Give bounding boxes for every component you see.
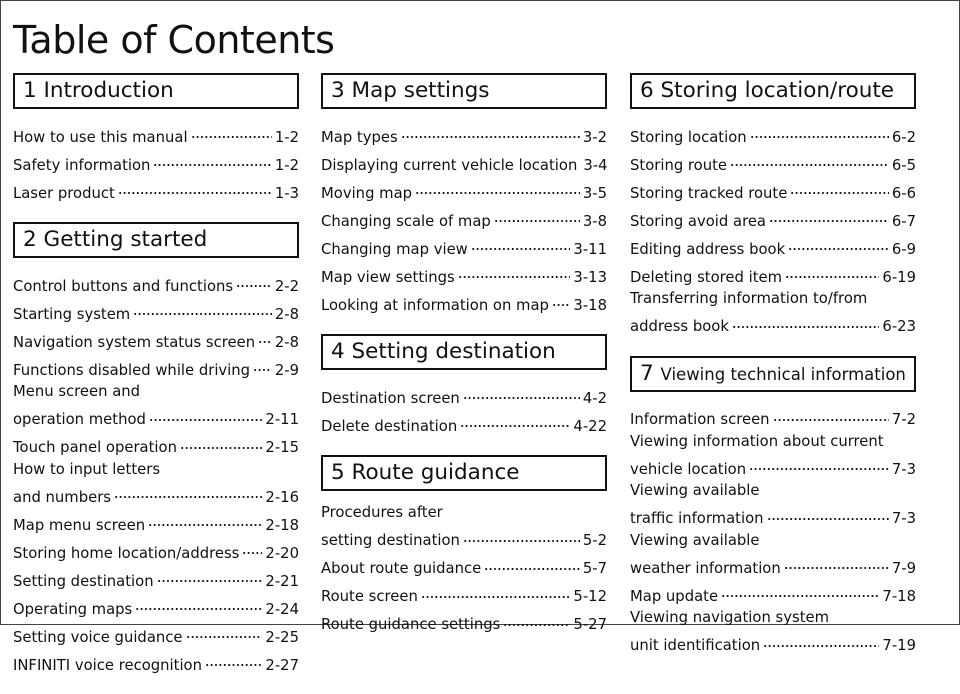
toc-entry-text: weather information — [630, 559, 781, 577]
toc-entry-text: Map menu screen — [13, 516, 146, 534]
toc-entry-line — [13, 564, 299, 592]
toc-entry-text: unit identification — [630, 637, 761, 654]
page-number: 6-6 — [891, 184, 916, 202]
dot-leader — [253, 353, 272, 375]
toc-entry-text: How to use this manual — [13, 128, 188, 146]
toc-entry-text: Displaying current vehicle location — [321, 156, 578, 174]
toc-entry[interactable] — [630, 120, 916, 148]
toc-entry-text: Deleting stored item — [630, 268, 783, 286]
page-number: 2-20 — [265, 544, 299, 562]
toc-entry[interactable] — [321, 502, 607, 552]
toc-entry-line — [321, 120, 607, 148]
toc-entry-line — [321, 580, 607, 608]
toc-entry-line — [13, 381, 299, 403]
toc-entry-line — [321, 176, 607, 204]
toc-entry-text: How to input letters — [13, 460, 161, 478]
toc-entry[interactable] — [630, 579, 916, 607]
page-number: 2-27 — [265, 656, 299, 674]
toc-entry[interactable] — [321, 232, 607, 260]
dot-leader — [552, 288, 570, 310]
toc-entry-line — [630, 260, 916, 288]
page-number: 6-19 — [882, 268, 916, 286]
dot-leader — [401, 120, 580, 142]
toc-entry-text: Storing home location/address — [13, 544, 240, 562]
page-number: 4-22 — [573, 417, 607, 435]
dot-leader — [790, 176, 888, 198]
toc-entry-line — [13, 431, 299, 459]
dot-leader — [191, 120, 272, 142]
section-heading — [13, 73, 299, 109]
dot-leader — [258, 325, 272, 347]
page-number: 7-19 — [882, 637, 916, 654]
dot-leader — [118, 176, 272, 198]
dot-leader — [460, 409, 570, 431]
page-number: 2-24 — [265, 600, 299, 618]
section-number: 3 — [331, 78, 345, 103]
section-heading — [321, 455, 607, 491]
toc-entry-line — [13, 325, 299, 353]
dot-leader — [186, 620, 263, 642]
toc-entry-line — [321, 260, 607, 288]
toc-entry[interactable] — [630, 431, 916, 481]
page-number: 3-2 — [582, 128, 607, 146]
toc-entry-text: Starting system — [13, 305, 131, 323]
toc-entry-text: and numbers — [13, 488, 112, 506]
toc-entry[interactable] — [321, 260, 607, 288]
toc-entry[interactable] — [13, 325, 299, 353]
toc-entry-text: Setting voice guidance — [13, 628, 183, 646]
dot-leader — [773, 403, 889, 425]
toc-entry[interactable] — [321, 120, 607, 148]
dot-leader — [784, 551, 889, 573]
dot-leader — [769, 204, 889, 226]
toc-entry[interactable] — [13, 297, 299, 325]
toc-entry-text: Setting destination — [13, 572, 154, 590]
dot-leader — [471, 232, 571, 254]
section-heading — [630, 356, 916, 392]
toc-entry-line — [321, 232, 607, 260]
page-number: 2-2 — [274, 277, 299, 295]
toc-entry-text: Map types — [321, 128, 398, 146]
toc-entry-line — [13, 648, 299, 676]
toc-entry-line — [630, 431, 916, 453]
toc-entry[interactable] — [13, 269, 299, 297]
toc-column-2 — [321, 73, 607, 654]
toc-entry-text: Viewing available — [630, 531, 760, 549]
dot-leader — [148, 508, 262, 530]
toc-entry[interactable] — [13, 508, 299, 536]
toc-entry[interactable] — [321, 148, 607, 176]
dot-leader — [503, 608, 570, 630]
toc-entry-line — [630, 502, 916, 530]
toc-entry-text: Menu screen and — [13, 383, 141, 400]
toc-entry-text: Procedures after — [321, 504, 443, 521]
toc-entry-line — [630, 204, 916, 232]
dot-leader — [484, 552, 580, 574]
section-number: 7 — [640, 360, 654, 386]
dot-leader — [157, 564, 263, 586]
toc-entry-text: vehicle location — [630, 460, 747, 478]
toc-entry-text: Destination screen — [321, 389, 460, 407]
toc-entry[interactable] — [321, 204, 607, 232]
toc-entry-text: Changing map view — [321, 240, 468, 258]
page-number: 1-2 — [274, 156, 299, 174]
toc-entry[interactable] — [321, 608, 607, 636]
toc-entry[interactable] — [630, 148, 916, 176]
toc-entry[interactable] — [13, 353, 299, 381]
dot-leader — [730, 148, 889, 170]
toc-entry[interactable] — [630, 530, 916, 580]
toc-entry[interactable] — [13, 648, 299, 676]
toc-entry-line — [630, 403, 916, 431]
dot-leader — [133, 297, 272, 319]
toc-entry-text: Functions disabled while driving — [13, 361, 251, 379]
toc-entry-text: Viewing available — [630, 482, 760, 499]
section-title: Storing location/route — [660, 78, 895, 103]
toc-entry[interactable] — [321, 552, 607, 580]
toc-entry[interactable] — [13, 120, 299, 148]
section-title: Route guidance — [351, 460, 520, 485]
toc-entry-text: Laser product — [13, 184, 115, 202]
page-number: 5-12 — [573, 588, 607, 605]
toc-entry-text: Control buttons and functions — [13, 277, 234, 295]
toc-entry[interactable] — [630, 607, 916, 657]
toc-entry-line — [13, 536, 299, 564]
section-number: 4 — [331, 339, 345, 364]
toc-entry[interactable] — [630, 403, 916, 431]
section-heading — [321, 334, 607, 370]
toc-entry-text: Storing tracked route — [630, 184, 788, 202]
page-number: 6-2 — [891, 128, 916, 146]
toc-entry-line — [321, 148, 607, 176]
toc-entry-line — [321, 552, 607, 580]
dot-leader — [767, 502, 889, 524]
toc-entry-line — [630, 232, 916, 260]
section-number: 5 — [331, 460, 345, 485]
page-number: 1-3 — [274, 184, 299, 202]
toc-entry-line — [13, 508, 299, 536]
dot-leader — [114, 480, 262, 502]
dot-leader — [788, 232, 889, 254]
section-entry-list — [630, 403, 916, 657]
page-number: 2-9 — [274, 361, 299, 379]
toc-column-3 — [630, 73, 916, 675]
page-title: Table of Contents — [13, 18, 335, 62]
page-number: 2-25 — [265, 628, 299, 646]
section-heading — [630, 73, 916, 109]
toc-entry-text: Operating maps — [13, 600, 133, 618]
toc-entry-text: setting destination — [321, 532, 460, 549]
toc-entry-text: Information screen — [630, 411, 770, 428]
toc-entry[interactable] — [630, 260, 916, 288]
toc-entry-line — [630, 148, 916, 176]
section-heading — [13, 222, 299, 258]
toc-entry-line — [13, 269, 299, 297]
toc-entry-text: Changing scale of map — [321, 212, 491, 230]
toc-entry-line — [321, 204, 607, 232]
toc-entry-line — [630, 120, 916, 148]
page-number: 3-13 — [573, 268, 607, 286]
section-title: Viewing technical information — [660, 364, 906, 384]
page-number: 5-2 — [582, 532, 607, 549]
toc-entry-text: Map update — [630, 587, 719, 605]
dot-leader — [463, 381, 580, 403]
page-number: 2-18 — [265, 516, 299, 534]
page-number: 4-2 — [582, 389, 607, 407]
page-number: 6-23 — [882, 318, 916, 335]
toc-entry-text: Storing location — [630, 128, 747, 146]
dot-leader — [749, 452, 889, 474]
toc-entry-text: Route screen — [321, 588, 418, 605]
section-number: 1 — [23, 78, 37, 103]
dot-leader — [785, 260, 879, 282]
toc-entry-text: Transferring information to/from — [630, 290, 868, 307]
toc-entry-text: Storing avoid area — [630, 212, 766, 230]
toc-entry[interactable] — [13, 620, 299, 648]
toc-entry-text: address book — [630, 318, 729, 335]
toc-entry[interactable] — [13, 148, 299, 176]
section-title: Getting started — [43, 227, 208, 252]
page-number: 2-16 — [265, 488, 299, 506]
toc-column-1 — [13, 73, 299, 694]
page-number: 7-2 — [891, 411, 916, 428]
toc-entry-line — [13, 459, 299, 481]
toc-entry-line — [13, 592, 299, 620]
page-number: 2-8 — [274, 333, 299, 351]
toc-entry-text: INFINITI voice recognition — [13, 656, 202, 674]
section-title: Map settings — [351, 78, 490, 103]
page-number: 6-9 — [891, 240, 916, 258]
toc-entry-text: operation method — [13, 411, 146, 428]
toc-entry-text: Looking at information on map — [321, 296, 549, 314]
section-entry-list — [13, 120, 299, 204]
toc-entry-line — [630, 452, 916, 480]
page-number: 2-21 — [265, 572, 299, 590]
page-number: 2-8 — [274, 305, 299, 323]
toc-entry-line — [321, 409, 607, 437]
section-title: Setting destination — [351, 339, 556, 364]
dot-leader — [180, 431, 262, 453]
toc-entry-text: Route guidance settings — [321, 616, 501, 633]
section-entry-list — [321, 120, 607, 316]
toc-entry[interactable] — [13, 536, 299, 564]
dot-leader — [763, 629, 879, 651]
toc-entry-text: Map view settings — [321, 268, 455, 286]
toc-entry-line — [13, 403, 299, 431]
dot-leader — [421, 580, 571, 602]
toc-entry-text: traffic information — [630, 510, 764, 527]
toc-entry-text: Moving map — [321, 184, 413, 202]
toc-entry-text: About route guidance — [321, 560, 482, 577]
toc-entry-text: Navigation system status screen — [13, 333, 256, 351]
toc-entry-text: Viewing navigation system — [630, 609, 830, 626]
dot-leader — [242, 536, 262, 558]
toc-entry[interactable] — [13, 592, 299, 620]
dot-leader — [732, 310, 880, 332]
section-entry-list — [13, 269, 299, 676]
page-number: 5-27 — [573, 616, 607, 633]
toc-entry[interactable] — [321, 409, 607, 437]
dot-leader — [750, 120, 889, 142]
toc-entry[interactable] — [13, 459, 299, 509]
section-number: 6 — [640, 78, 654, 103]
page-number: 3-5 — [582, 184, 607, 202]
dot-leader — [458, 260, 571, 282]
page-number: 7-3 — [891, 510, 916, 527]
page-number: 3-4 — [583, 156, 608, 174]
toc-entry[interactable] — [321, 580, 607, 608]
page-number: 3-8 — [582, 212, 607, 230]
toc-entry-line — [630, 629, 916, 657]
dot-leader — [494, 204, 580, 226]
toc-entry[interactable] — [13, 431, 299, 459]
toc-entry-text: Editing address book — [630, 240, 786, 258]
page-number: 7-18 — [882, 587, 916, 605]
toc-entry-text: Safety information — [13, 156, 151, 174]
page-number: 3-11 — [573, 240, 607, 258]
section-number: 2 — [23, 227, 37, 252]
toc-entry-line — [630, 607, 916, 629]
toc-entry-line — [630, 579, 916, 607]
toc-entry-line — [13, 353, 299, 381]
toc-entry[interactable] — [630, 288, 916, 338]
toc-entry[interactable] — [630, 176, 916, 204]
toc-entry-line — [630, 480, 916, 502]
dot-leader — [236, 269, 272, 291]
toc-entry-line — [13, 120, 299, 148]
toc-entry-line — [13, 480, 299, 508]
dot-leader — [149, 403, 263, 425]
toc-entry-line — [630, 530, 916, 552]
toc-entry-line — [321, 608, 607, 636]
toc-entry-line — [321, 502, 607, 524]
page-number: 6-7 — [891, 212, 916, 230]
dot-leader — [135, 592, 262, 614]
toc-entry-line — [630, 176, 916, 204]
dot-leader — [463, 524, 580, 546]
dot-leader — [721, 579, 879, 601]
toc-entry-text: Viewing information about current — [630, 432, 884, 450]
toc-entry-line — [630, 310, 916, 338]
toc-entry[interactable] — [630, 480, 916, 530]
dot-leader — [153, 148, 271, 170]
toc-entry[interactable] — [630, 204, 916, 232]
section-heading — [321, 73, 607, 109]
section-entry-list — [321, 381, 607, 437]
dot-leader — [415, 176, 580, 198]
toc-entry-line — [321, 288, 607, 316]
page-number: 5-7 — [582, 560, 607, 577]
toc-entry-line — [13, 620, 299, 648]
toc-entry[interactable] — [321, 381, 607, 409]
toc-entry-text: Storing route — [630, 156, 728, 174]
toc-entry-line — [321, 381, 607, 409]
toc-entry-line — [321, 524, 607, 552]
toc-entry-line — [13, 148, 299, 176]
toc-entry-line — [13, 176, 299, 204]
page-number: 7-9 — [891, 559, 916, 577]
toc-entry-line — [630, 288, 916, 310]
toc-entry-text: Touch panel operation — [13, 439, 177, 456]
toc-entry[interactable] — [321, 176, 607, 204]
toc-entry-line — [630, 551, 916, 579]
page-number: 6-5 — [891, 156, 916, 174]
toc-entry[interactable] — [630, 232, 916, 260]
toc-entry[interactable] — [13, 176, 299, 204]
toc-entry[interactable] — [13, 564, 299, 592]
page-number: 2-11 — [265, 411, 299, 428]
page-number: 3-18 — [573, 296, 607, 314]
dot-leader — [205, 648, 262, 670]
page-number: 2-15 — [265, 439, 299, 456]
section-entry-list — [321, 502, 607, 636]
section-title: Introduction — [43, 78, 174, 103]
toc-entry[interactable] — [321, 288, 607, 316]
toc-entry-line — [13, 297, 299, 325]
toc-entry[interactable] — [13, 381, 299, 431]
page-number: 1-2 — [274, 128, 299, 146]
page-number: 7-3 — [891, 460, 916, 478]
section-entry-list — [630, 120, 916, 338]
toc-entry-text: Delete destination — [321, 417, 458, 435]
